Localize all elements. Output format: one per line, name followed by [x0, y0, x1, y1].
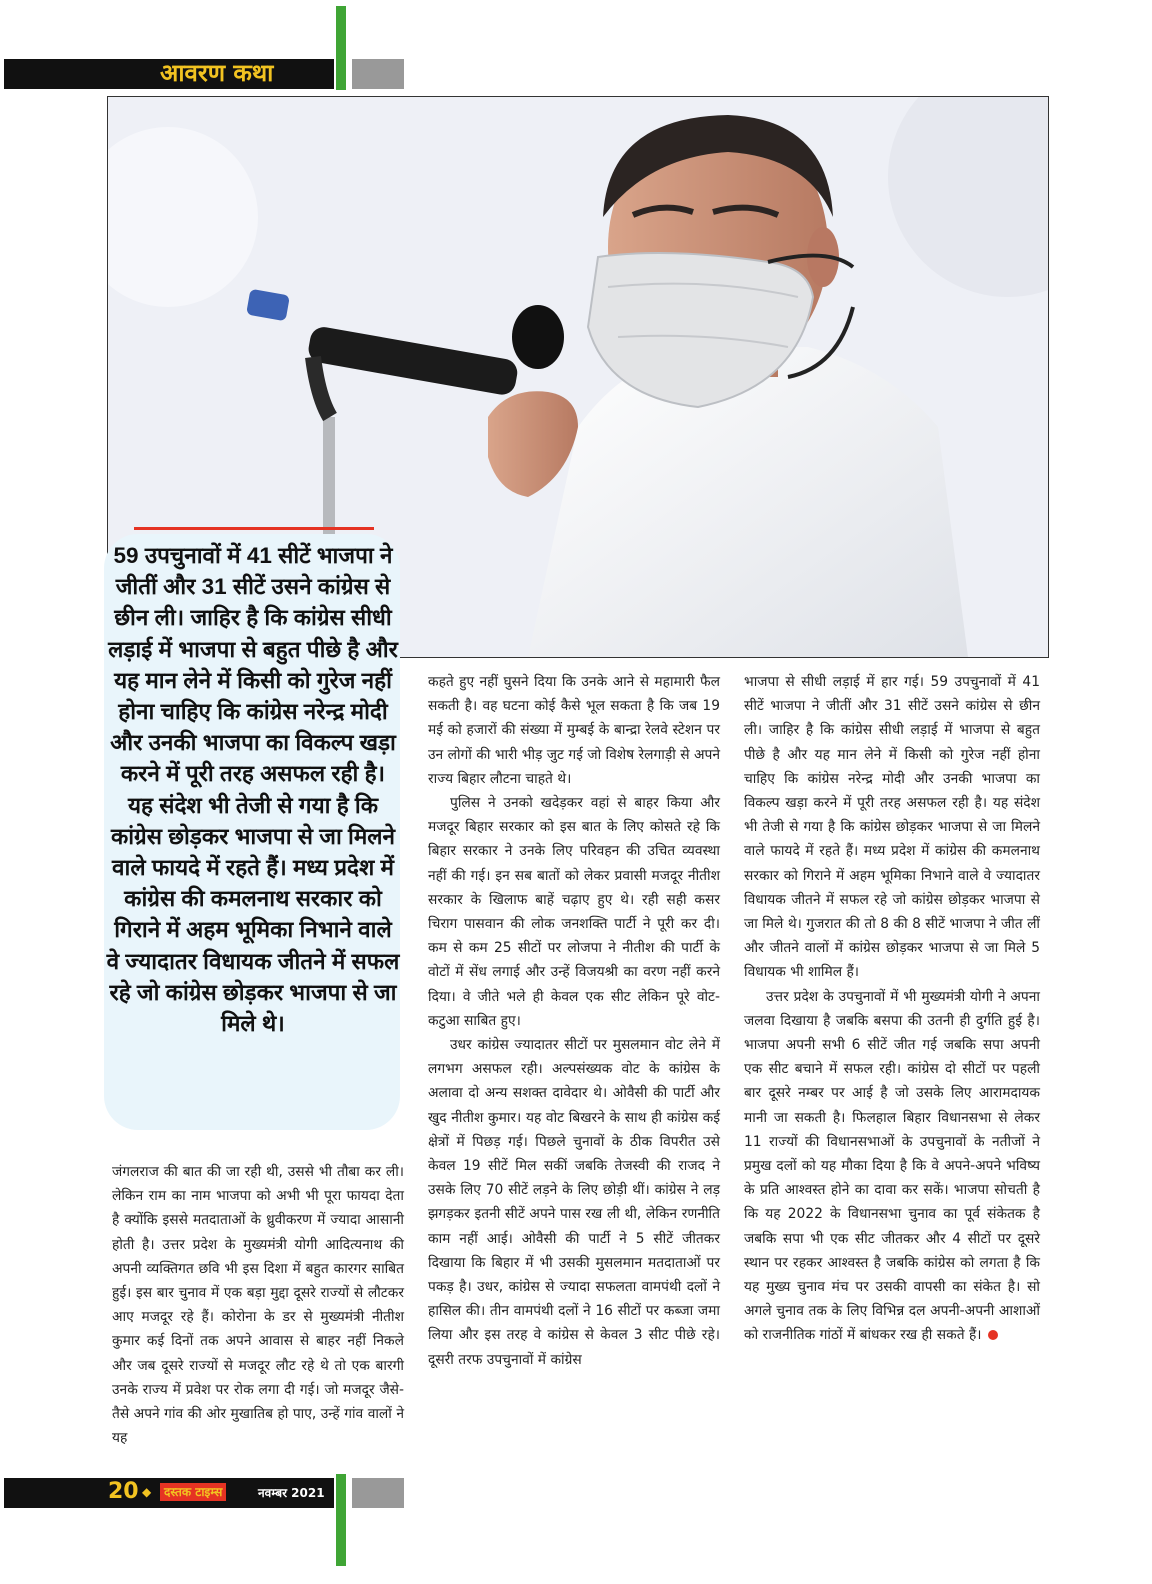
issue-date: नवम्बर 2021 [258, 1486, 325, 1500]
paragraph-text: उत्तर प्रदेश के उपचुनावों में भी मुख्यमंत्री योगी ने अपना जलवा दिखाया है जबकि बसपा की उतनी ही दुर्गति हुई है। भाजपा अपनी सभी 6 सीटें जीत गई जबकि सपा अपनी एक सीट बचाने में सफल रही। कांग्रेस दो सीटों पर पहली बार दूसरे नम्बर पर आई है जो उसके लिए आरामदायक मानी जा सकती है। फिलहाल बिहार विधानसभा से लेकर 11 राज्यों की विधानसभाओं के उपचुनावों के नतीजों ने प्रमुख दलों को यह मौका दिया है कि वे अपने-अपने भविष्य के प्रति आश्वस्त होने का दावा कर सकें। भाजपा सोचती है कि यह 2022 के विधानसभा चुनाव का पूर्व संकेतक है जबकि सपा भी एक सीट जीतकर और 4 सीटों पर दूसरे स्थान पर रहकर आश्वस्त है जबकि कांग्रेस को लगता है कि यह मुख्य चुनाव मंच पर उसकी वापसी का संकेत है। सो अगले चुनाव तक के लिए विभिन्न दल अपनी-अपनी आशाओं को राजनीतिक गांठों में बांधकर रख ही सकते हैं। [744, 988, 1040, 1344]
footer-grey-block [352, 1478, 404, 1508]
section-label: आवरण कथा [160, 59, 274, 87]
paragraph: भाजपा से सीधी लड़ाई में हार गई। 59 उपचुनावों में 41 सीटें भाजपा ने जीतीं और 31 सीटें उसने कांग्रेस से छीन ली। जाहिर है कि कांग्रेस सीधी लड़ाई में भाजपा से बहुत पीछे है और यह मान लेने में किसी को गुरेज नहीं होना चाहिए कि कांग्रेस नरेन्द्र मोदी और उनकी भाजपा का विकल्प खड़ा करने में पूरी तरह असफल रही है। यह संदेश भी तेजी से गया है कि कांग्रेस छोड़कर भाजपा से जा मिलने वाले फायदे में रहते हैं। मध्य प्रदेश में कांग्रेस की कमलनाथ सरकार को गिराने में अहम भूमिका निभाने वाले वे ज्यादातर विधायक जीतने में सफल रहे जो कांग्रेस छोड़कर भाजपा से जा मिले थे। गुजरात की तो 8 की 8 सीटें भाजपा ने जीत लीं और जीतने वालों में कांग्रेस छोड़कर भाजपा से जा मिले 5 विधायक भी शामिल हैं। [744, 674, 1040, 981]
paragraph: उधर कांग्रेस ज्यादातर सीटों पर मुसलमान वोट लेने में लगभग असफल रही। अल्पसंख्यक वोट के कांग्रेस के अलावा दो अन्य सशक्त दावेदार थे। ओवैसी की पार्टी और खुद नीतीश कुमार। यह वोट बिखरने के साथ ही कांग्रेस कई क्षेत्रों में पिछड़ गई। पिछले चुनावों के ठीक विपरीत उसे केवल 19 सीटें मिल सकीं जबकि तेजस्वी की राजद ने उसके लिए 70 सीटें लड़ने के लिए छोड़ी थीं। कांग्रेस ने लड़ झगड़कर इतनी सीटें अपने पास रख ली थी, लेकिन रणनीति काम नहीं आई। ओवैसी की पार्टी ने 5 सीटें जीतकर दिखाया कि बिहार में भी उसकी मुसलमान मतदाताओं पर पकड़ है। उधर, कांग्रेस से ज्यादा सफलता वामपंथी दलों ने हासिल की। तीन वामपंथी दलों ने 16 सीटों पर कब्जा जमा लिया और इस तरह वे कांग्रेस से केवल 3 सीट पीछे रहे। दूसरी तरफ उपचुनावों में कांग्रेस [428, 1037, 720, 1368]
end-mark-icon [988, 1330, 998, 1340]
footer-diamond-icon: ◆ [142, 1485, 152, 1499]
pullquote-top-rule [134, 527, 374, 530]
paragraph: पुलिस ने उनको खदेड़कर वहां से बाहर किया और मजदूर बिहार सरकार को इस बात के लिए कोसते रहे कि बिहार सरकार ने उनके लिए परिवहन की उचित व्यवस्था नहीं की गई। इन सब बातों को लेकर प्रवासी मजदूर नीतीश सरकार के खिलाफ बाहें चढ़ाए हुए थे। रही सही कसर चिराग पासवान की लोक जनशक्ति पार्टी ने पूरी कर दी। कम से कम 25 सीटों पर लोजपा ने नीतीश की पार्टी के वोटों में सेंध लगाई और उन्हें विजयश्री का वरण नहीं करने दिया। वे जीते भले ही केवल एक सीट लेकिन पूरे वोट-कटुआ साबित हुए। [428, 795, 720, 1029]
paragraph-final [744, 985, 1040, 1348]
pullquote-text: 59 उपचुनावों में 41 सीटें भाजपा ने जीतीं और 31 सीटें उसने कांग्रेस से छीन ली। जाहिर है कि कांग्रेस सीधी लड़ाई में भाजपा से बहुत पीछे है और यह मान लेने में किसी को गुरेज नहीं होना चाहिए कि कांग्रेस नरेन्द्र मोदी और उनकी भाजपा का विकल्प खड़ा करने में पूरी तरह असफल रही है। यह संदेश भी तेजी से गया है कि कांग्रेस छोड़कर भाजपा से जा मिलने वाले फायदे में रहते हैं। मध्य प्रदेश में कांग्रेस की कमलनाथ सरकार को गिराने में अहम भूमिका निभाने वाले वे ज्यादातर विधायक जीतने में सफल रहे जो कांग्रेस छोड़कर भाजपा से जा मिले थे। [106, 543, 400, 1037]
article-column-3 [744, 670, 1040, 1348]
page-number: 20 [108, 1479, 139, 1504]
magazine-brand: दस्तक टाइम्स [160, 1483, 226, 1501]
paragraph: कहते हुए नहीं घुसने दिया कि उनके आने से महामारी फैल सकती है। वह घटना कोई कैसे भूल सकता है कि जब 19 मई को हजारों की संख्या में मुम्बई के बान्द्रा रेलवे स्टेशन पर उन लोगों की भारी भीड़ जुट गई जो विशेष रेलगाड़ी से अपने राज्य बिहार लौटना चाहते थे। [428, 674, 720, 787]
footer-green-rule [336, 1474, 346, 1566]
header-green-rule [336, 6, 346, 90]
header-grey-block [352, 59, 404, 89]
article-column-2 [428, 670, 720, 1372]
paragraph: जंगलराज की बात की जा रही थी, उससे भी तौबा कर ली। लेकिन राम का नाम भाजपा को अभी भी पूरा फायदा देता है क्योंकि इससे मतदाताओं के ध्रुवीकरण में ज्यादा आसानी होती है। उत्तर प्रदेश के मुख्यमंत्री योगी आदित्यनाथ की अपनी व्यक्तिगत छवि भी इस दिशा में बहुत कारगर साबित हुई। इस बार चुनाव में एक बड़ा मुद्दा दूसरे राज्यों से लौटकर आए मजदूर रहे हैं। कोरोना के डर से मुख्यमंत्री नीतीश कुमार कई दिनों तक अपने आवास से बाहर नहीं निकले और जब दूसरे राज्यों से मजदूर लौट रहे थे तो एक बारगी उनके राज्य में प्रवेश पर रोक लगा दी गई। जो मजदूर जैसे-तैसे अपने गांव की ओर मुखातिब हो पाए, उन्हें गांव वालों ने यह [112, 1164, 404, 1447]
article-column-1 [112, 1160, 404, 1450]
